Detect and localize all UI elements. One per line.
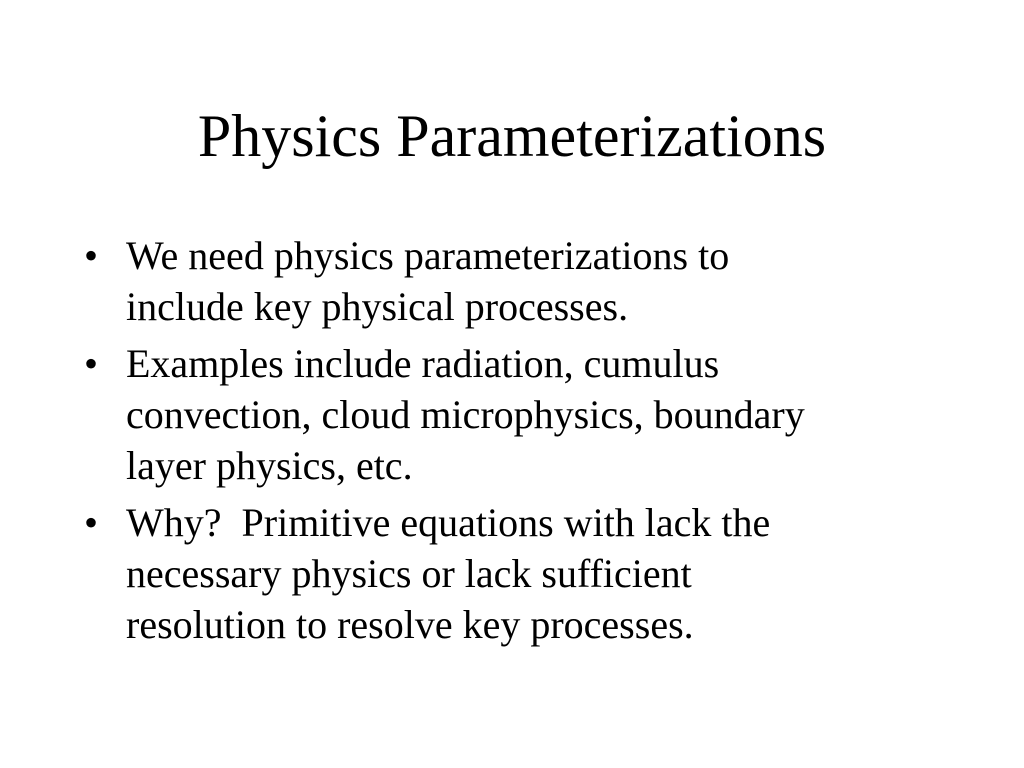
bullet-text-line: necessary physics or lack sufficient — [126, 551, 692, 596]
bullet-marker: • — [84, 500, 99, 545]
bullet-marker: • — [84, 341, 99, 386]
bullet-item-2 — [84, 338, 934, 491]
bullet-text-line: resolution to resolve key processes. — [126, 602, 694, 647]
bullet-text-line: Why? Primitive equations with lack the — [126, 500, 771, 545]
bullet-list — [84, 230, 934, 656]
bullet-text-line: Examples include radiation, cumulus — [126, 341, 720, 386]
bullet-text-line: include key physical processes. — [126, 284, 629, 329]
bullet-marker: • — [84, 233, 99, 278]
bullet-text-line: We need physics parameterizations to — [126, 233, 730, 278]
bullet-item-3 — [84, 497, 934, 650]
bullet-text-line: convection, cloud microphysics, boundary — [126, 392, 805, 437]
slide-title: Physics Parameterizations — [197, 103, 827, 169]
bullet-item-1 — [84, 230, 934, 332]
bullet-text-line: layer physics, etc. — [126, 443, 413, 488]
